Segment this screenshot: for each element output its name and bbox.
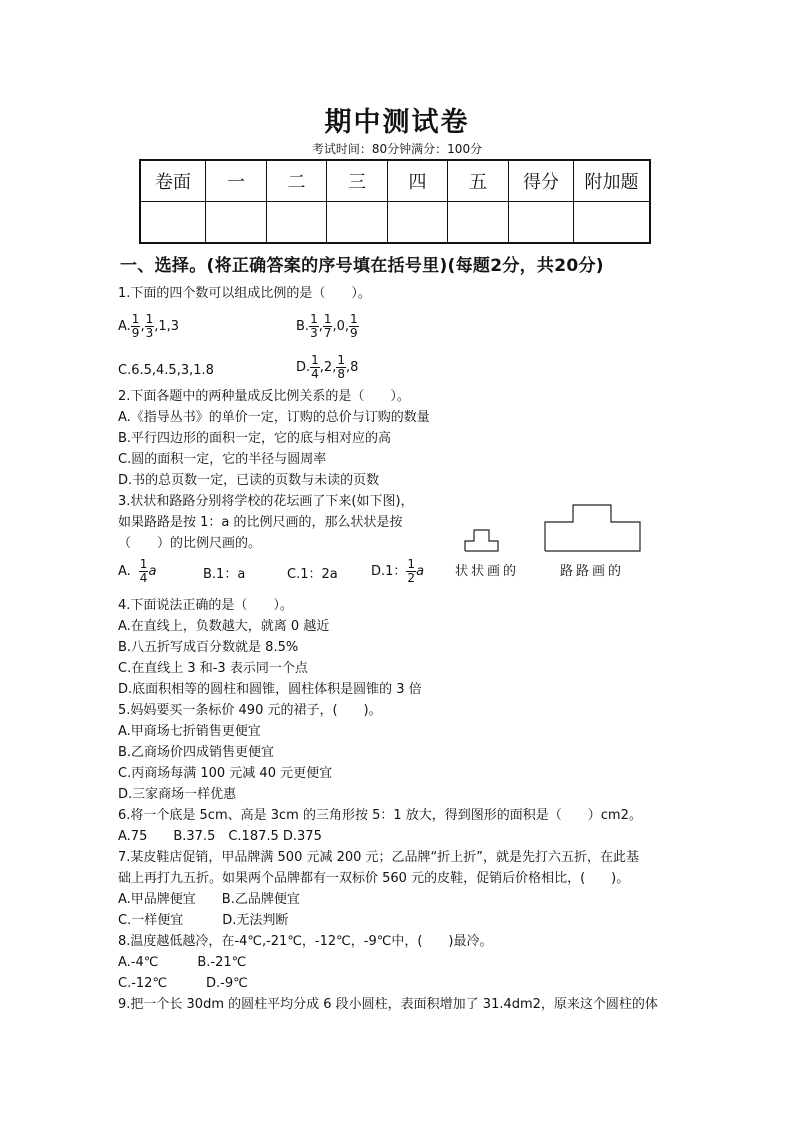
option-middle: ,2, <box>319 360 337 375</box>
question-1-option-a <box>118 313 179 340</box>
option-label: D.1： <box>371 564 407 579</box>
question-9-stem: 9.把一个长 30dm 的圆柱平均分成 6 段小圆柱，表面积增加了 31.4dm2，原来这个圆柱的体 <box>118 997 658 1012</box>
score-header-cell: 三 <box>327 160 388 202</box>
fraction <box>131 313 141 340</box>
denominator: 9 <box>131 326 140 340</box>
question-3-option-c: C.1：2a <box>287 567 338 582</box>
question-2-stem: 2.下面各题中的两种量成反比例关系的是（ ）。 <box>118 389 410 404</box>
option-label: A. <box>118 319 131 334</box>
score-table <box>139 159 651 244</box>
question-6-options: A.75 B.37.5 C.187.5 D.375 <box>118 829 322 844</box>
question-2-option-c: C.圆的面积一定，它的半径与圆周率 <box>118 452 327 467</box>
numerator: 1 <box>323 312 332 326</box>
question-3-stem-line-2: 如果路路是按 1：a 的比例尺画的，那么状状是按 <box>118 515 403 530</box>
question-5-option-d: D.三家商场一样优惠 <box>118 787 237 802</box>
question-5-option-a: A.甲商场七折销售更便宜 <box>118 724 261 739</box>
question-1-option-b <box>296 313 359 340</box>
score-cell <box>327 202 388 244</box>
question-8-stem: 8.温度越低越冷，在-4℃,-21℃，-12℃，-9℃中，( )最冷。 <box>118 934 493 949</box>
fraction <box>139 558 149 585</box>
denominator: 2 <box>407 571 416 585</box>
numerator: 1 <box>350 312 358 326</box>
question-1-option-d <box>296 354 358 381</box>
denominator: 4 <box>311 367 319 381</box>
question-4-option-c: C.在直线上 3 和-3 表示同一个点 <box>118 661 308 676</box>
question-7-options-cd: C.一样便宜 D.无法判断 <box>118 913 289 928</box>
score-cell <box>267 202 327 244</box>
numerator: 1 <box>407 557 416 571</box>
exam-info: 考试时间：80分钟满分：100分 <box>311 142 483 156</box>
question-2-option-d: D.书的总页数一定，已读的页数与未读的页数 <box>118 473 380 488</box>
question-3-option-b: B.1：a <box>203 567 246 582</box>
figure-label-lulu: 路路画的 <box>560 564 625 579</box>
numerator: 1 <box>310 312 318 326</box>
score-header-cell: 附加题 <box>574 160 651 202</box>
small-flowerbed-outline <box>465 530 498 551</box>
score-cell <box>448 202 509 244</box>
question-2-option-a: A.《指导丛书》的单价一定，订购的总价与订购的数量 <box>118 410 430 425</box>
fraction <box>145 313 155 340</box>
score-header-cell: 四 <box>388 160 448 202</box>
question-7-stem-line-1: 7.某皮鞋店促销，甲品牌满 500 元减 200 元；乙品牌“折上折”，就是先打六五折，在此基 <box>118 850 640 865</box>
option-label: B. <box>296 319 310 334</box>
question-3-stem-line-1: 3.状状和路路分别将学校的花坛画了下来(如下图)， <box>118 494 414 509</box>
question-6-stem: 6.将一个底是 5cm、高是 3cm 的三角形按 5：1 放大，得到图形的面积是（ ）cm2。 <box>118 808 642 823</box>
question-5-stem: 5.妈妈要买一条标价 490 元的裙子，( )。 <box>118 703 382 718</box>
separator: , <box>140 319 145 334</box>
large-flowerbed-outline <box>545 505 640 551</box>
question-8-options-ab: A.-4℃ B.-21℃ <box>118 955 247 970</box>
option-rest: ,8 <box>345 360 359 375</box>
score-header-cell: 卷面 <box>140 160 206 202</box>
variable: a <box>416 564 425 579</box>
fraction <box>406 558 416 585</box>
score-table-header-row <box>140 160 650 202</box>
numerator: 1 <box>145 312 154 326</box>
question-5-option-c: C.丙商场每满 100 元减 40 元更便宜 <box>118 766 333 781</box>
question-4-option-d: D.底面积相等的圆柱和圆锥，圆柱体积是圆锥的 3 倍 <box>118 682 422 697</box>
numerator: 1 <box>311 353 319 367</box>
question-7-options-ab: A.甲品牌便宜 B.乙品牌便宜 <box>118 892 300 907</box>
separator: , <box>318 319 323 334</box>
numerator: 1 <box>131 312 140 326</box>
denominator: 7 <box>323 326 332 340</box>
score-cell <box>140 202 206 244</box>
page-title: 期中测试卷 <box>324 107 470 138</box>
option-middle: ,0, <box>332 319 350 334</box>
score-cell <box>509 202 574 244</box>
denominator: 8 <box>337 367 345 381</box>
denominator: 9 <box>350 326 358 340</box>
numerator: 1 <box>139 557 148 571</box>
fraction <box>336 354 346 381</box>
variable: a <box>148 564 157 579</box>
score-cell <box>574 202 651 244</box>
denominator: 3 <box>145 326 154 340</box>
score-header-cell: 一 <box>206 160 267 202</box>
score-cell <box>388 202 448 244</box>
question-2-option-b: B.平行四边形的面积一定，它的底与相对应的高 <box>118 431 392 446</box>
question-3-stem-line-3: （ ）的比例尺画的。 <box>118 536 262 551</box>
denominator: 3 <box>310 326 318 340</box>
question-3-option-d <box>371 558 424 585</box>
question-4-stem: 4.下面说法正确的是（ ）。 <box>118 598 293 613</box>
option-rest: ,1,3 <box>154 319 180 334</box>
score-header-cell: 二 <box>267 160 327 202</box>
question-7-stem-line-2: 础上再打九五折。如果两个品牌都有一双标价 560 元的皮鞋，促销后价格相比，( )。 <box>118 871 630 886</box>
denominator: 4 <box>139 571 148 585</box>
flowerbed-figure <box>458 500 648 556</box>
score-header-cell: 得分 <box>509 160 574 202</box>
option-label: A. <box>118 564 131 579</box>
section-heading: 一、选择。(将正确答案的序号填在括号里)(每题2分，共20分) <box>120 256 604 276</box>
numerator: 1 <box>337 353 345 367</box>
score-cell <box>206 202 267 244</box>
score-table-score-row <box>140 202 650 244</box>
fraction <box>349 313 359 340</box>
option-label: D. <box>296 360 311 375</box>
question-4-option-a: A.在直线上，负数越大，就离 0 越近 <box>118 619 330 634</box>
score-header-cell: 五 <box>448 160 509 202</box>
question-8-options-cd: C.-12℃ D.-9℃ <box>118 976 248 991</box>
question-1-stem: 1.下面的四个数可以组成比例的是（ ）。 <box>118 286 371 301</box>
question-4-option-b: B.八五折写成百分数就是 8.5% <box>118 640 299 655</box>
figure-label-zhuangzhuang: 状状画的 <box>455 564 520 579</box>
question-1-option-c: C.6.5,4.5,3,1.8 <box>118 363 214 378</box>
question-3-option-a <box>118 558 156 585</box>
fraction <box>310 354 320 381</box>
question-5-option-b: B.乙商场价四成销售更便宜 <box>118 745 275 760</box>
fraction <box>309 313 319 340</box>
